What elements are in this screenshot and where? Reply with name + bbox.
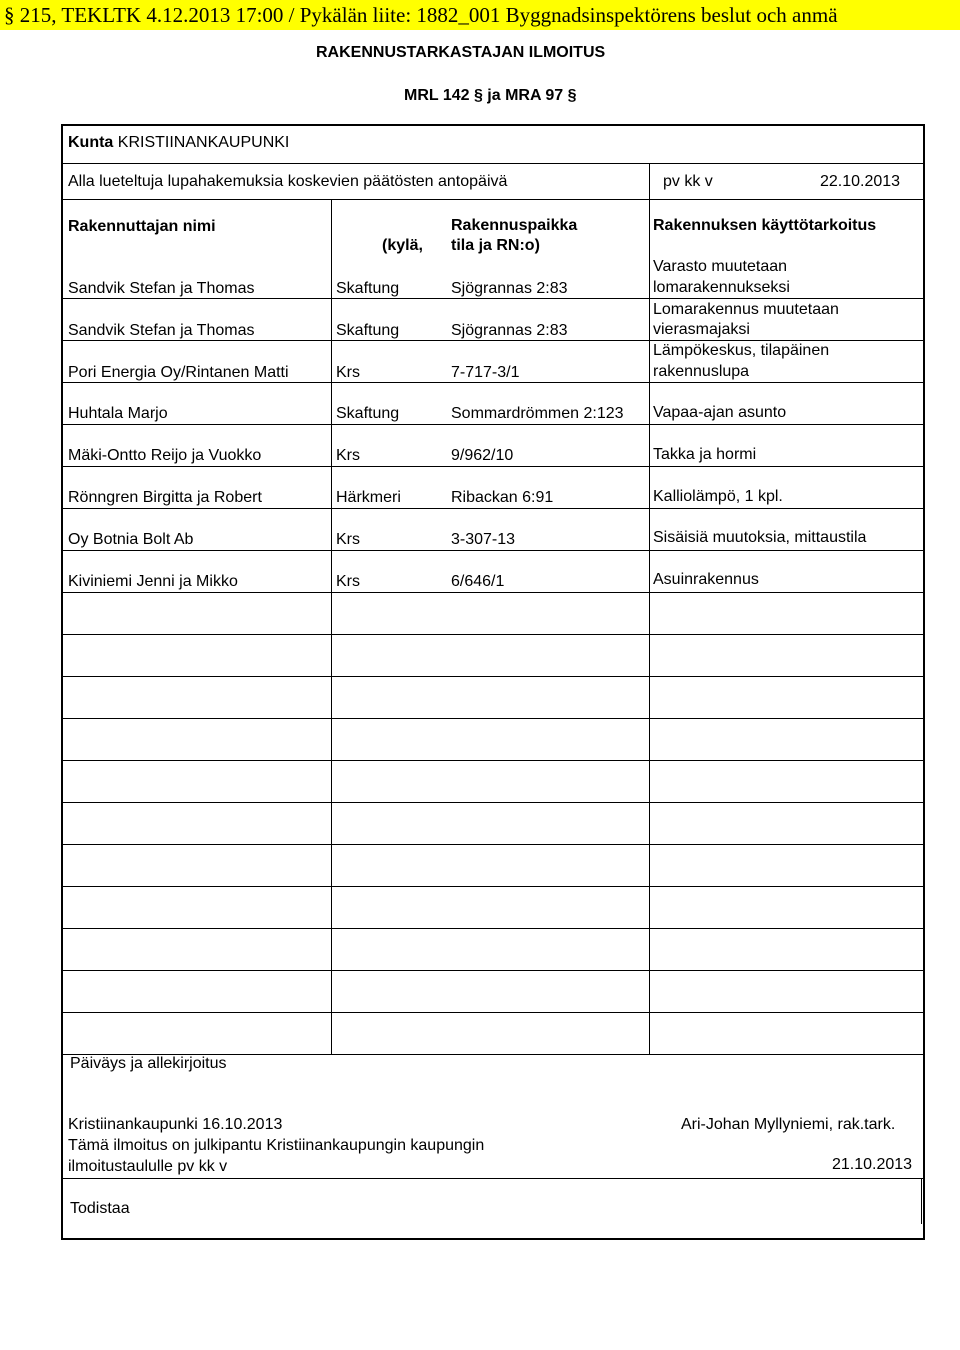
row-5-estate: 9/962/10	[451, 447, 514, 464]
row-7-purpose-line2: Sisäisiä muutoksia, mittaustila	[653, 529, 867, 546]
rule-row-6	[63, 508, 923, 509]
row-1-name: Sandvik Stefan ja Thomas	[68, 280, 255, 297]
row-8-purpose-line2: Asuinrakennus	[653, 571, 759, 588]
rule-row-13	[63, 802, 923, 803]
row-5-name: Mäki-Ontto Reijo ja Vuokko	[68, 447, 262, 464]
rule-row-14	[63, 844, 923, 845]
rule-column-1	[331, 199, 332, 1054]
row-1-village: Skaftung	[336, 280, 400, 297]
row-3-purpose-line1: Lämpökeskus, tilapäinen	[653, 342, 830, 359]
row-6-estate: Ribackan 6:91	[451, 489, 554, 506]
row-3-estate: 7-717-3/1	[451, 364, 520, 381]
rule-row-10	[63, 676, 923, 677]
rule-row-7	[63, 550, 923, 551]
rule-row-5	[63, 466, 923, 467]
row-6-name: Rönngren Birgitta ja Robert	[68, 489, 262, 506]
column-builder: Rakennuttajan nimi	[68, 218, 216, 235]
row-3-purpose-line2: rakennuslupa	[653, 363, 750, 380]
row-8-name: Kiviniemi Jenni ja Mikko	[68, 573, 238, 590]
decision-date-label: pv kk v	[663, 173, 713, 190]
column-purpose: Rakennuksen käyttötarkoitus	[653, 217, 877, 234]
rule-row-17	[63, 970, 923, 971]
notice-line-1: Tämä ilmoitus on julkipantu Kristiinankaupungin kaupungin	[68, 1137, 485, 1154]
row-7-village: Krs	[336, 531, 360, 548]
row-3-name: Pori Energia Oy/Rintanen Matti	[68, 364, 289, 381]
rule-signature	[63, 1178, 923, 1179]
rule-row-15	[63, 886, 923, 887]
row-8-village: Krs	[336, 573, 360, 590]
rule-decision	[63, 199, 923, 200]
row-6-purpose-line2: Kalliolämpö, 1 kpl.	[653, 488, 783, 505]
municipality-label: Kunta	[68, 134, 114, 151]
rule-row-18	[63, 1012, 923, 1013]
row-2-purpose-line2: vierasmajaksi	[653, 321, 750, 338]
column-place: Rakennuspaikka	[451, 217, 578, 234]
row-2-village: Skaftung	[336, 322, 400, 339]
rule-row-9	[63, 634, 923, 635]
certify-label: Todistaa	[70, 1200, 130, 1217]
rule-row-1	[63, 298, 923, 299]
document-banner: § 215, TEKLTK 4.12.2013 17:00 / Pykälän liite: 1882_001 Byggnadsinspektörens beslut och anmä	[0, 0, 960, 30]
rule-municipality	[63, 163, 923, 164]
row-6-village: Härkmeri	[336, 489, 401, 506]
rule-row-3	[63, 382, 923, 383]
row-7-estate: 3-307-13	[451, 531, 516, 548]
column-place-estate: tila ja RN:o)	[451, 237, 540, 254]
row-7-name: Oy Botnia Bolt Ab	[68, 531, 194, 548]
rule-row-11	[63, 718, 923, 719]
notice-form	[61, 124, 925, 1240]
page-title: RAKENNUSTARKASTAJAN ILMOITUS	[316, 44, 606, 61]
notice-date: 21.10.2013	[832, 1156, 913, 1173]
column-place-village: (kylä,	[382, 237, 423, 254]
page-subtitle: MRL 142 § ja MRA 97 §	[404, 87, 577, 104]
row-4-estate: Sommardrömmen 2:123	[451, 405, 624, 422]
rule-column-2	[649, 199, 650, 1054]
row-2-estate: Sjögrannas 2:83	[451, 322, 568, 339]
decision-text: Alla lueteltuja lupahakemuksia koskevien päätösten antopäivä	[68, 173, 508, 190]
municipality-line	[68, 134, 289, 152]
rule-row-12	[63, 760, 923, 761]
municipality-value: KRISTIINANKAUPUNKI	[117, 134, 290, 151]
row-1-estate: Sjögrannas 2:83	[451, 280, 568, 297]
notice-line-2: ilmoitustaululle pv kk v	[68, 1158, 228, 1175]
row-1-purpose-line1: Varasto muutetaan	[653, 258, 788, 275]
rule-row-2	[63, 340, 923, 341]
row-1-purpose-line2: lomarakennukseksi	[653, 279, 790, 296]
rule-date-separator	[649, 163, 650, 199]
place-date: Kristiinankaupunki 16.10.2013	[68, 1116, 283, 1133]
row-5-village: Krs	[336, 447, 360, 464]
row-4-village: Skaftung	[336, 405, 400, 422]
signer-name: Ari-Johan Myllyniemi, rak.tark.	[681, 1116, 896, 1133]
rule-row-16	[63, 928, 923, 929]
decision-date: 22.10.2013	[820, 173, 901, 190]
row-4-name: Huhtala Marjo	[68, 405, 168, 422]
row-4-purpose-line2: Vapaa-ajan asunto	[653, 404, 787, 421]
row-3-village: Krs	[336, 364, 360, 381]
rule-row-8	[63, 592, 923, 593]
row-2-purpose-line1: Lomarakennus muutetaan	[653, 301, 839, 318]
row-5-purpose-line2: Takka ja hormi	[653, 446, 757, 463]
row-2-name: Sandvik Stefan ja Thomas	[68, 322, 255, 339]
date-signature-label: Päiväys ja allekirjoitus	[70, 1055, 227, 1072]
row-8-estate: 6/646/1	[451, 573, 505, 590]
rule-row-4	[63, 424, 923, 425]
rule-notice-end	[921, 1178, 922, 1224]
